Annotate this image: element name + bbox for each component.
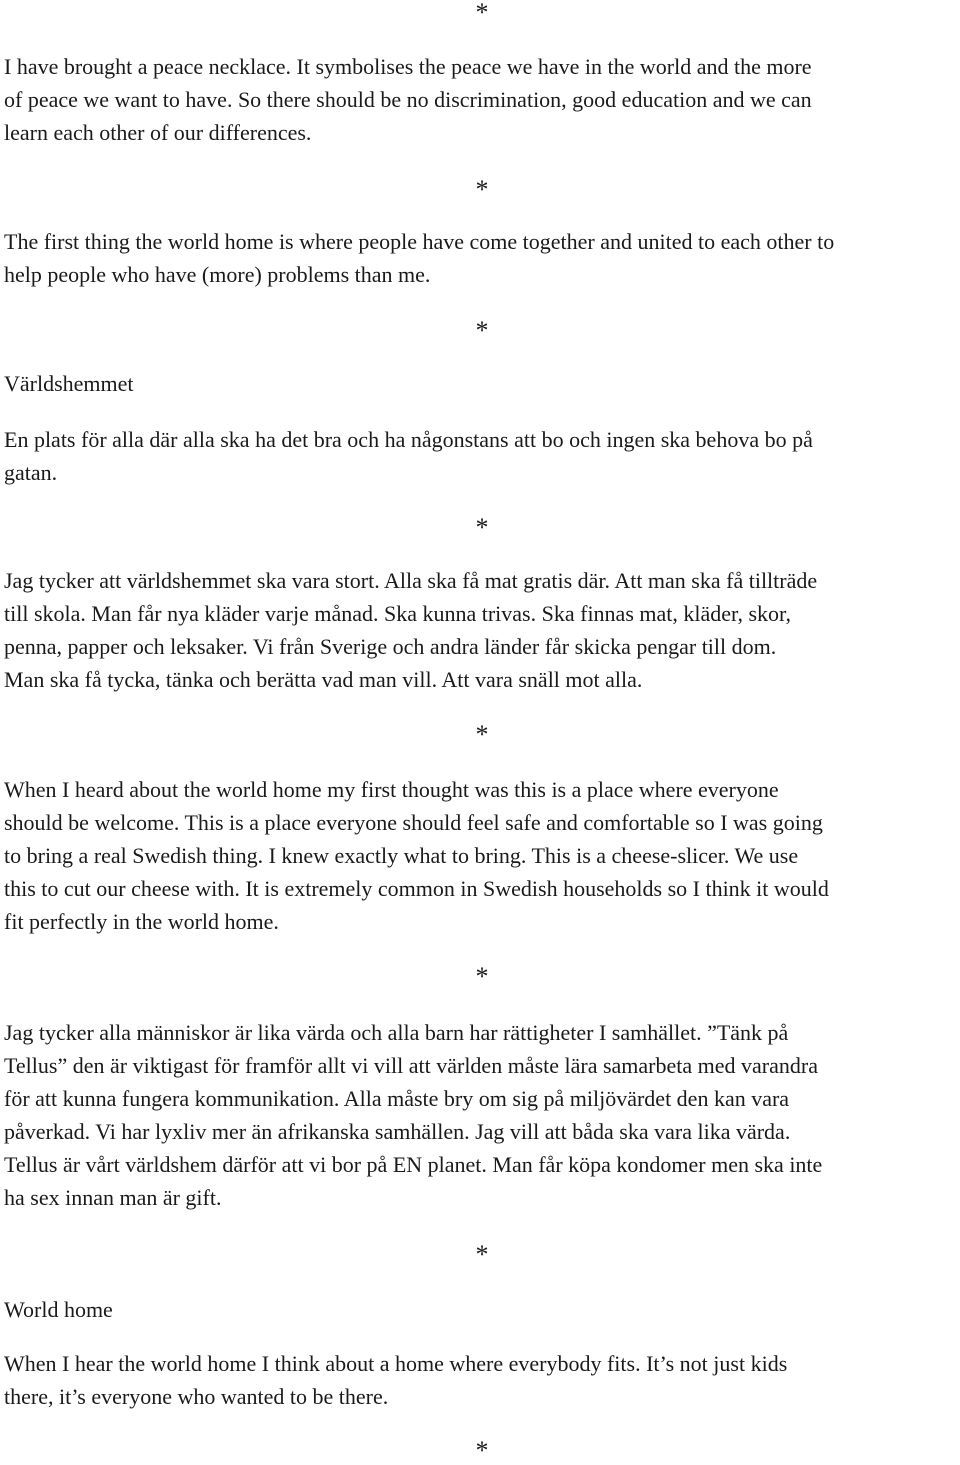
- separator-asterisk: *: [475, 175, 489, 204]
- separator-asterisk: *: [475, 1240, 489, 1269]
- paragraph-peace-necklace: I have brought a peace necklace. It symbolises the peace we have in the world and the more of peace we want to have. So there should be no discrimination, good education and we can learn each other of our differences.: [4, 54, 812, 145]
- paragraph-tank-pa-tellus: Jag tycker alla människor är lika värda och alla barn har rättigheter I samhället. ”Tänk på Tellus” den är viktigast för framför allt vi vill att världen måste lära samarbeta med varandra för att kunna fungera kommunikation. Alla måste bry om sig på miljövärdet den kan vara påverkad. Vi har lyxliv mer än afrikanska samhällen. Jag vill att båda ska vara lika värda. Tellus är vårt världshem därför att vi bor på EN planet. Man får köpa kondomer men ska inte ha sex innan man är gift.: [4, 1020, 823, 1210]
- paragraph-world-home-first-thing: The first thing the world home is where people have come together and united to each other to help people who have (more) problems than me.: [4, 229, 835, 287]
- paragraph-everybody-fits: When I hear the world home I think about a home where everybody fits. It’s not just kids there, it’s everyone who wanted to be there.: [4, 1351, 788, 1409]
- separator-asterisk: *: [475, 720, 489, 749]
- paragraph-heading-world-home: World home: [4, 1297, 113, 1322]
- paragraph-heading-varldshemmet: Världshemmet: [4, 371, 134, 396]
- paragraph-en-plats-for-alla: En plats för alla där alla ska ha det bra och ha någonstans att bo och ingen ska behova bo på gatan.: [4, 427, 813, 485]
- paragraph-cheese-slicer: When I heard about the world home my first thought was this is a place where everyone should be welcome. This is a place everyone should feel safe and comfortable so I was going to bring a real Swedish thing. I knew exactly what to bring. This is a cheese-slicer. We use this to cut our cheese with. It is extremely common in Swedish households so I think it would fit perfectly in the world home.: [4, 777, 829, 934]
- separator-asterisk: *: [475, 0, 489, 27]
- separator-asterisk: *: [475, 962, 489, 991]
- separator-asterisk: *: [475, 513, 489, 542]
- separator-asterisk: *: [475, 1436, 489, 1465]
- separator-asterisk: *: [475, 316, 489, 345]
- paragraph-varldshemmet-ska-vara-stort: Jag tycker att världshemmet ska vara stort. Alla ska få mat gratis där. Att man ska få tillträde till skola. Man får nya kläder varje månad. Ska kunna trivas. Ska finnas mat, kläder, skor, penna, papper och leksaker. Vi från Sverige och andra länder får skicka pengar till dom. Man ska få tycka, tänka och berätta vad man vill. Att vara snäll mot alla.: [4, 568, 818, 692]
